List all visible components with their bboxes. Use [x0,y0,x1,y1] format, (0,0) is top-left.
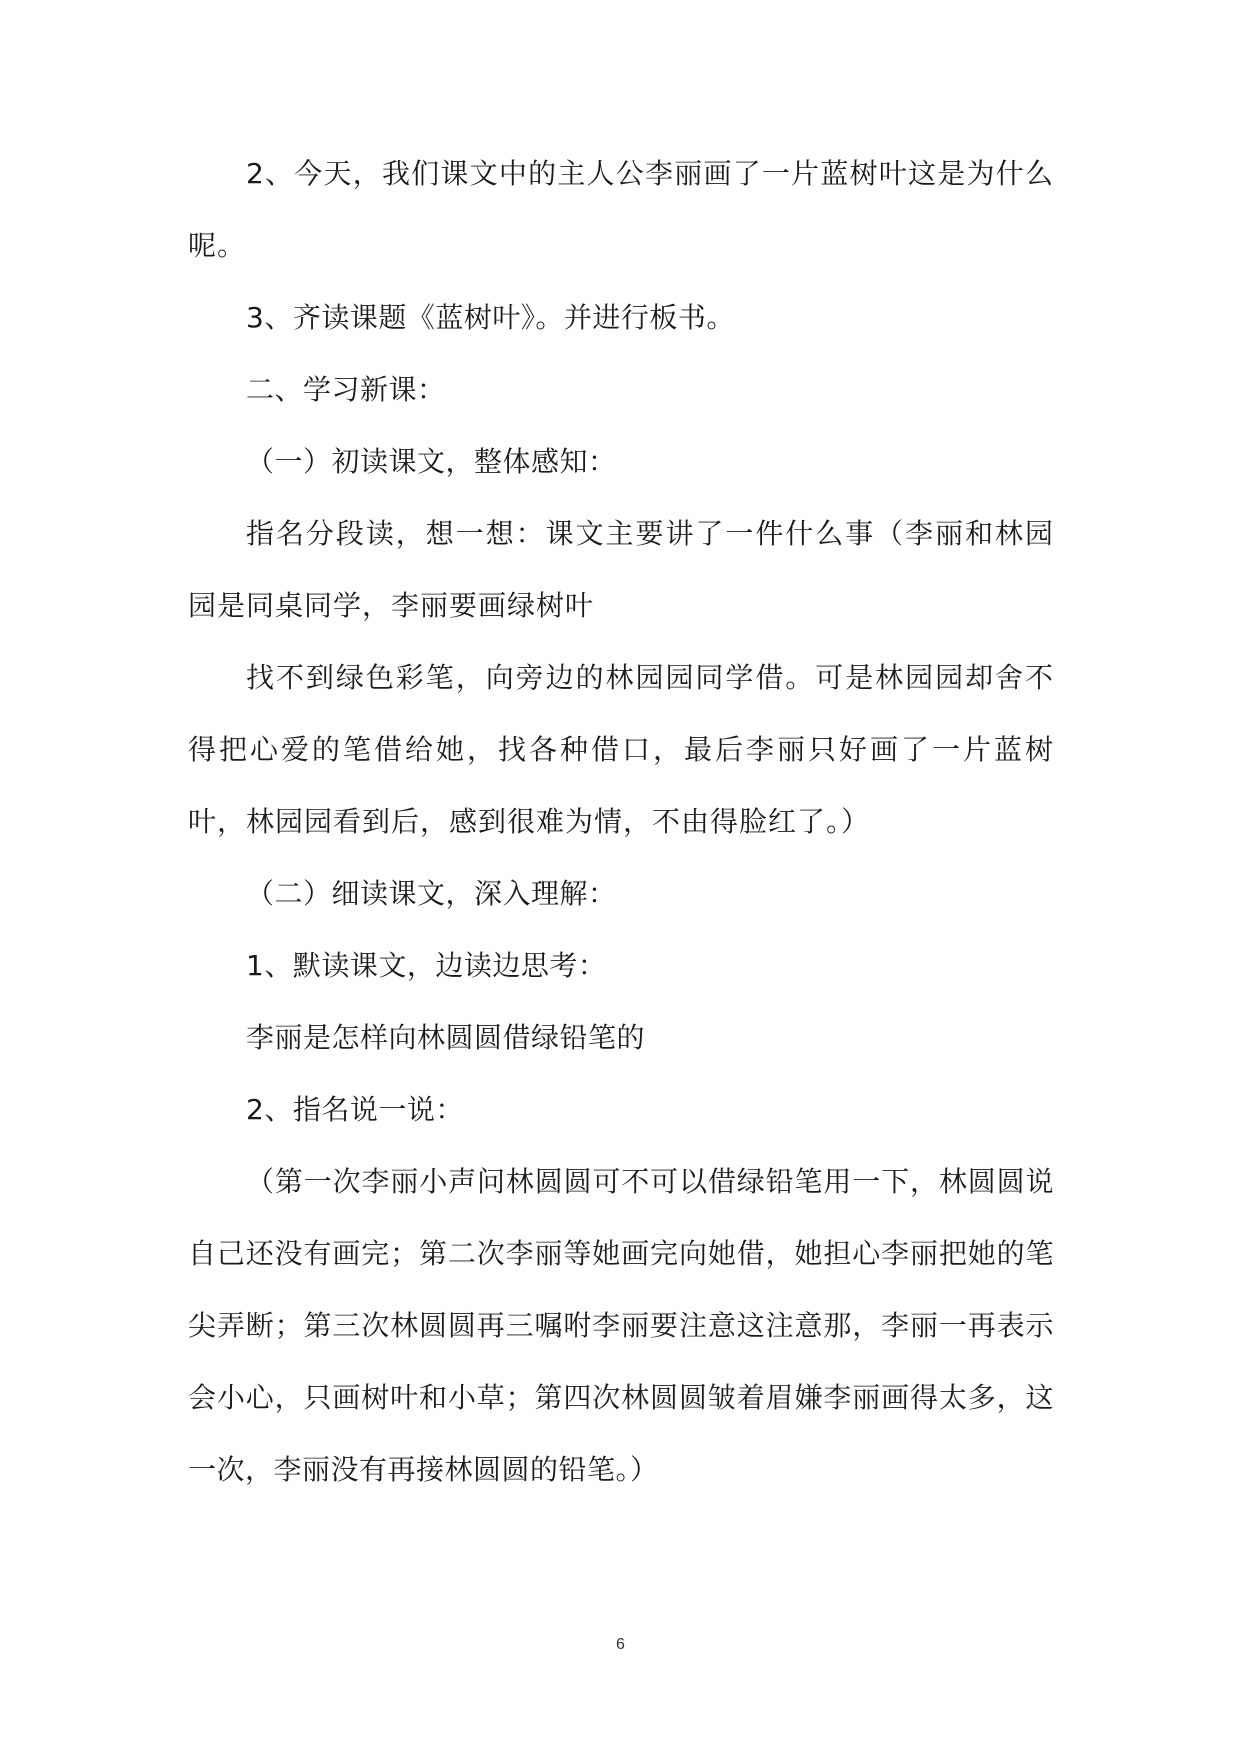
document-body [188,138,1054,1506]
paragraph-5: 1、默读课文，边读边思考： [246,949,607,982]
subsection-heading-close-reading: （二）细读课文，深入理解： [246,877,617,910]
paragraph-7: 2、指名说一说： [246,1093,464,1126]
paragraph-1: 2、今天，我们课文中的主人公李丽画了一片蓝树叶这是为什么呢。 [188,157,1054,262]
page-number: 6 [616,1636,625,1653]
paragraph-6: 李丽是怎样向林圆圆借绿铅笔的 [246,1021,646,1054]
paragraph-3: 指名分段读，想一想：课文主要讲了一件什么事（李丽和林园园是同桌同学，李丽要画绿树叶 [188,517,1054,622]
paragraph-8: （第一次李丽小声问林圆圆可不可以借绿铅笔用一下，林圆圆说自己还没有画完；第二次李丽等她画完向她借，她担心李丽把她的笔尖弄断；第三次林圆圆再三嘱咐李丽要注意这注意那，李丽一再表示会小心，只画树叶和小草；第四次林圆圆皱着眉嫌李丽画得太多，这一次，李丽没有再接林圆圆的铅笔。） [188,1165,1054,1486]
paragraph-2: 3、齐读课题《蓝树叶》。并进行板书。 [246,301,735,334]
section-heading-new-lesson: 二、学习新课： [246,373,446,406]
paragraph-4: 找不到绿色彩笔，向旁边的林园园同学借。可是林园园却舍不得把心爱的笔借给她，找各种借口，最后李丽只好画了一片蓝树叶，林园园看到后，感到很难为情，不由得脸红了。） [188,661,1054,838]
subsection-heading-first-reading: （一）初读课文，整体感知： [246,445,617,478]
